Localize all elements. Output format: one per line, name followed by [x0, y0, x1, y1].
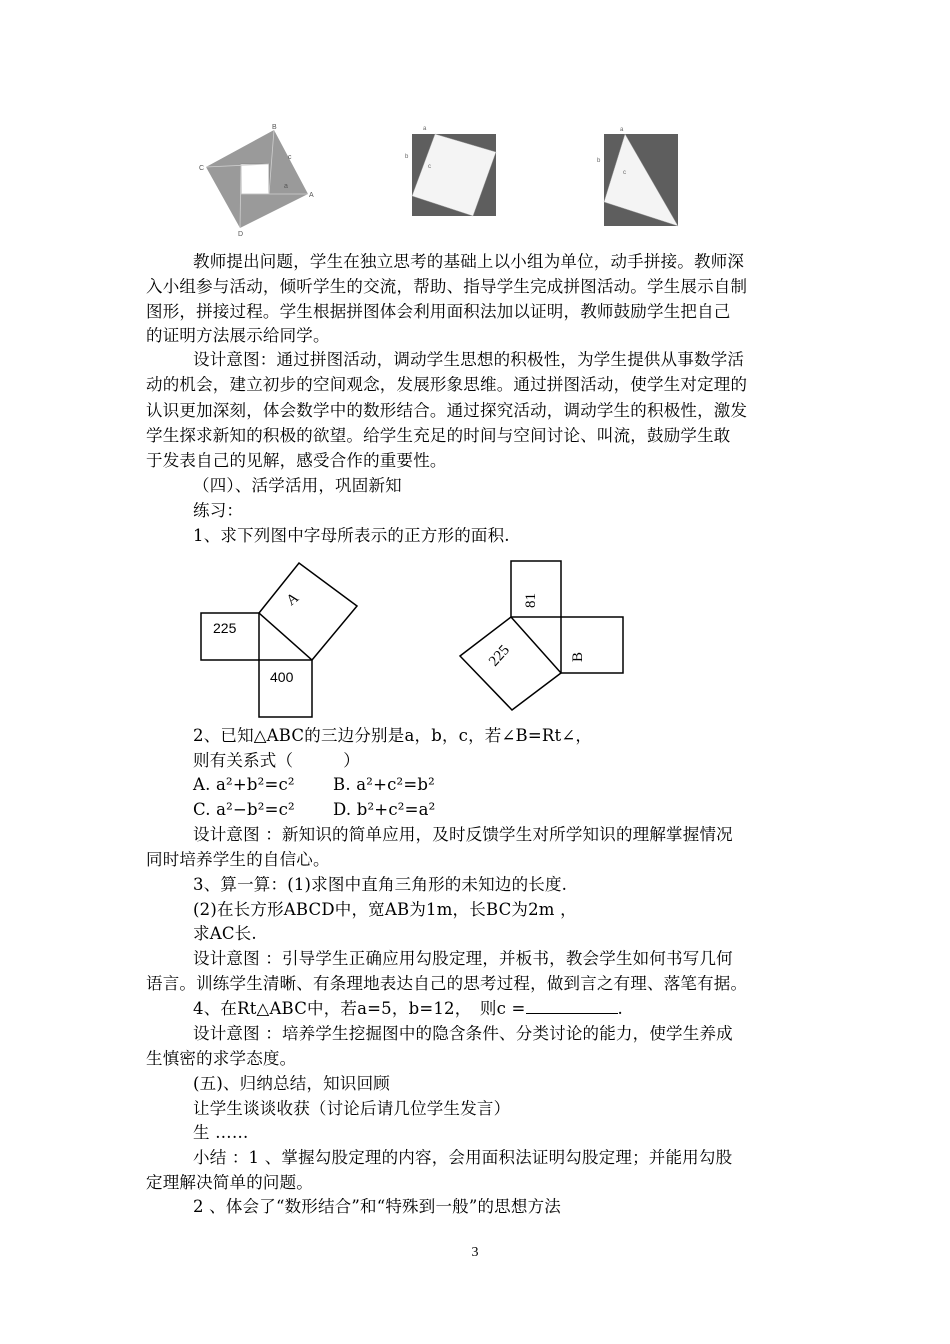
fig1-label-B: B	[272, 124, 277, 131]
design-intent-1-line-4: 学生探求新知的积极的欲望。给学生充足的时间与空间讨论、叫流，鼓励学生敢	[146, 426, 731, 445]
fig2-label-a: a	[423, 126, 427, 132]
design-intent-4-line-1: 设计意图 ：培养学生挖掘图中的隐含条件、分类讨论的能力，使学生养成	[193, 1024, 733, 1043]
fig3-label-c: c	[623, 170, 626, 176]
design-intent-1-line-2: 动的机会，建立初步的空间观念，发展形象思维。通过拼图活动，使学生对定理的	[146, 375, 748, 394]
label-400: 400	[270, 669, 294, 685]
design-intent-3-line-2: 语言。训练学生清晰、有条理地表达自己的思考过程，做到言之有理、落笔有据。	[146, 974, 748, 993]
summary-line-2: 定理解决简单的问题。	[146, 1173, 313, 1192]
figure-triangle-in-square	[592, 122, 682, 228]
question-2-line-1: 2、已知△ABC的三边分别是a，b，c，若∠B=Rt∠，	[193, 726, 593, 745]
fig2-label-c: c	[428, 164, 431, 170]
label-B: B	[570, 651, 586, 662]
question-3-line-2: (2)在长方形ABCD中，宽AB为1m，长BC为2m ，	[193, 900, 577, 919]
question-1: 1、求下列图中字母所表示的正方形的面积.	[193, 526, 510, 545]
fig1-label-a: a	[284, 183, 288, 190]
page-number: 3	[471, 1245, 479, 1260]
fig1-label-C: C	[199, 165, 205, 172]
answer-blank[interactable]	[526, 997, 618, 1014]
design-intent-3-line-1: 设计意图 ：引导学生正确应用勾股定理，并板书，教会学生如何书写几何	[193, 949, 733, 968]
question-4-text: 4、在Rt△ABC中，若a=5，b=12， 则c =	[193, 999, 526, 1018]
square-225-tilted	[460, 617, 561, 710]
fig3-label-b: b	[597, 158, 601, 164]
option-C: C. a²−b²=c²	[193, 800, 295, 819]
question-4	[193, 997, 806, 1021]
option-D: D. b²+c²=a²	[333, 800, 436, 819]
fig1-label-D: D	[238, 231, 244, 236]
summary-line-1: 小结 ：1 、掌握勾股定理的内容，会用面积法证明勾股定理；并能用勾股	[193, 1148, 733, 1167]
fig1-label-A: A	[309, 192, 314, 199]
paragraph-1-line-1: 教师提出问题，学生在独立思考的基础上以小组为单位，动手拼接。教师深	[193, 252, 745, 271]
design-intent-2-line-2: 同时培养学生的自信心。	[146, 850, 330, 869]
option-A: A. a²+b²=c²	[193, 775, 295, 794]
section-5-line-2: 生 ……	[193, 1123, 249, 1142]
exercise-figure-right	[455, 556, 630, 714]
question-4-end: .	[617, 999, 623, 1018]
exercise-figure-left	[196, 556, 362, 724]
question-3-line-1: 3、算一算：(1)求图中直角三角形的未知边的长度.	[193, 875, 568, 894]
fig1-label-c: c	[288, 154, 292, 161]
inner-square-hole	[241, 164, 269, 194]
figure-inscribed-square	[398, 122, 500, 218]
paragraph-1-line-4: 的证明方法展示给同学。	[146, 326, 330, 345]
design-intent-4-line-2: 生慎密的求学态度。	[146, 1049, 297, 1068]
fig2-label-b: b	[405, 154, 409, 160]
design-intent-1-line-1: 设计意图：通过拼图活动，调动学生思想的积极性，为学生提供从事数学活	[193, 350, 745, 369]
paragraph-1-line-2: 入小组参与活动，倾听学生的交流，帮助、指导学生完成拼图活动。学生展示自制	[146, 277, 748, 296]
fig3-label-a: a	[620, 127, 624, 133]
section-4-title: （四）、活学活用，巩固新知	[193, 476, 402, 495]
paragraph-1-line-3: 图形，拼接过程。学生根据拼图体会利用面积法加以证明，教师鼓励学生把自己	[146, 302, 731, 321]
design-intent-1-line-3: 认识更加深刻，体会数学中的数形结合。通过探究活动，调动学生的积极性，激发	[146, 401, 748, 420]
practice-label: 练习：	[193, 501, 244, 520]
label-225-rotated: 225	[486, 642, 514, 670]
design-intent-2-line-1: 设计意图 ：新知识的简单应用，及时反馈学生对所学知识的理解掌握情况	[193, 825, 733, 844]
label-81: 81	[523, 593, 539, 608]
design-intent-1-line-5: 于发表自己的见解，感受合作的重要性。	[146, 451, 447, 470]
label-225: 225	[213, 620, 237, 636]
section-5-title: (五)、归纳总结，知识回顾	[193, 1074, 390, 1093]
label-A: A	[283, 589, 303, 610]
square-B	[561, 617, 623, 673]
question-2-line-2: 则有关系式（ ）	[193, 751, 360, 770]
section-5-line-1: 让学生谈谈收获（讨论后请几位学生发言）	[193, 1099, 511, 1118]
option-B: B. a²+c²=b²	[333, 775, 435, 794]
summary-line-3: 2 、体会了“数形结合”和“特殊到一般”的思想方法	[193, 1197, 561, 1216]
question-3-line-3: 求AC长.	[193, 924, 257, 943]
square-A	[259, 563, 357, 660]
figure-pinwheel-proof	[196, 122, 318, 236]
